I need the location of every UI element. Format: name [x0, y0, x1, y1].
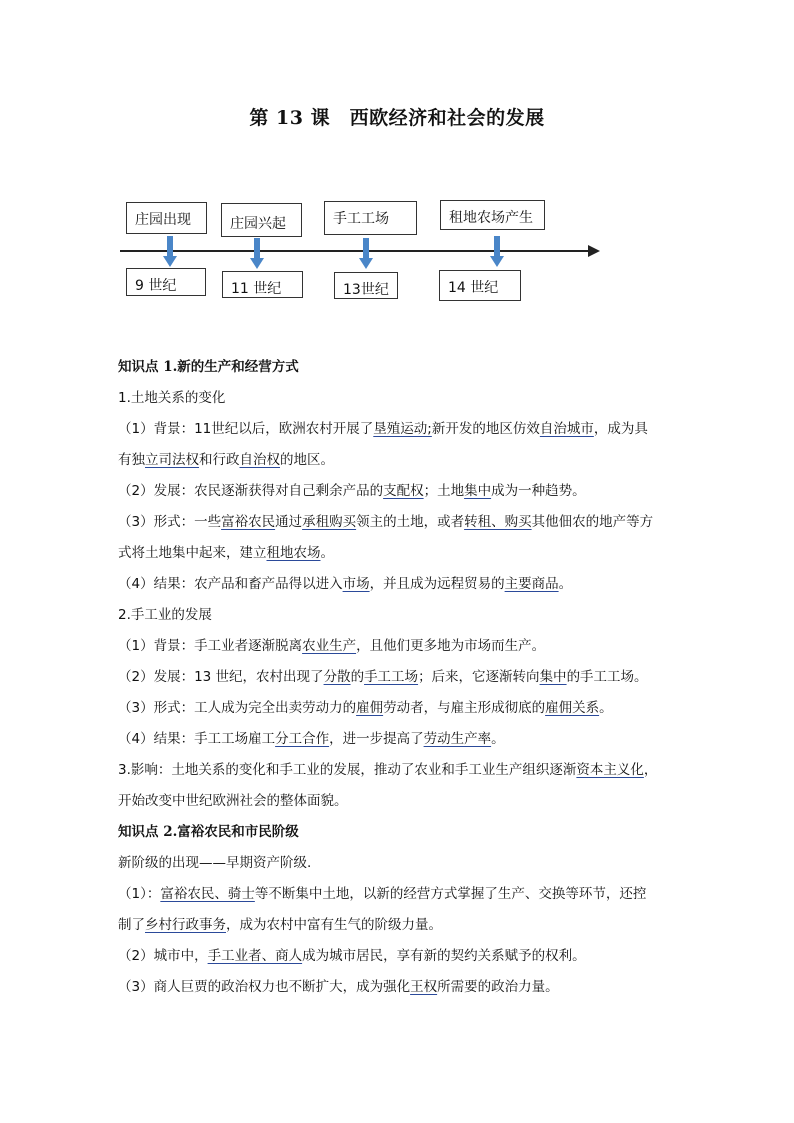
- paragraph: 新阶级的出现——早期资产阶级.: [118, 855, 312, 871]
- text: 的手工工场。: [566, 669, 648, 685]
- text: ，且他们更多地为市场而生产。: [356, 638, 546, 654]
- timeline-arrowhead: [588, 245, 600, 257]
- key-term: 手工业者、商人: [207, 948, 303, 964]
- paragraph: 开始改变中世纪欧洲社会的整体面貌。: [118, 793, 348, 809]
- text: 。: [558, 576, 573, 592]
- timeline-date-13th: 13世纪: [334, 272, 398, 299]
- key-term: 转租、购买: [464, 514, 532, 530]
- text: （4）结果：农产品和畜产品得以进入: [118, 576, 343, 592]
- down-arrow-icon: [163, 236, 177, 268]
- text: 。: [491, 731, 505, 747]
- down-arrow-icon: [490, 236, 504, 268]
- paragraph: [118, 507, 678, 538]
- paragraph: [118, 414, 678, 445]
- key-term: 自治城市: [539, 421, 594, 437]
- text: 等不断集中土地，以新的经营方式掌握了生产、交换等环节，还控: [254, 886, 647, 902]
- text: （1）背景：手工业者逐渐脱离: [118, 638, 303, 654]
- key-term: 农业生产: [302, 638, 357, 654]
- down-arrow-icon: [250, 238, 264, 270]
- key-term: 集中: [539, 669, 567, 685]
- key-term: 乡村行政事务: [145, 917, 226, 933]
- key-term: 手工工场: [364, 669, 419, 685]
- text: ，成为农村中富有生气的阶级力量。: [226, 917, 442, 933]
- text: 3.影响：土地关系的变化和手工业的发展，推动了农业和手工业生产组织逐渐: [118, 762, 577, 778]
- text: 。: [320, 545, 334, 561]
- text: 。: [599, 700, 613, 716]
- text: （3）形式：一些: [118, 514, 222, 530]
- key-term: 承租购买: [302, 514, 357, 530]
- key-term: 租地农场: [266, 545, 321, 561]
- text: 制了: [118, 917, 145, 933]
- key-term: 王权: [410, 979, 438, 995]
- paragraph: [118, 662, 678, 693]
- key-term: 市场: [342, 576, 370, 592]
- down-arrow-icon: [359, 238, 373, 270]
- text: 有独: [118, 452, 145, 468]
- timeline-event-workshop: 手工工场: [324, 201, 417, 235]
- key-term: 分工合作: [275, 731, 330, 747]
- text: ，: [643, 762, 658, 778]
- text: 领主的土地，或者: [356, 514, 465, 530]
- key-term: 富裕农民、骑士: [160, 886, 255, 902]
- key-term: 支配权: [383, 483, 424, 499]
- text: （1）背景：11世纪以后，欧洲农村开展了: [118, 421, 374, 437]
- text: ，并且成为远程贸易的: [369, 576, 505, 592]
- key-term: 富裕农民: [221, 514, 276, 530]
- page-title: 第 13 课 西欧经济和社会的发展: [249, 107, 545, 129]
- text: 的: [350, 669, 365, 685]
- paragraph: [118, 631, 678, 662]
- paragraph: [118, 476, 678, 507]
- paragraph: [118, 569, 678, 600]
- key-term: 劳动生产率: [423, 731, 492, 747]
- timeline: [0, 0, 794, 330]
- text: 和行政: [199, 452, 240, 468]
- text: ；土地: [423, 483, 465, 499]
- text: 式将土地集中起来，建立: [118, 545, 267, 561]
- text: 其他佃农的地产等方: [531, 514, 654, 530]
- text: ，进一步提高了: [329, 731, 424, 747]
- text: 成为一种趋势。: [491, 483, 586, 499]
- timeline-date-11th: 11 世纪: [222, 271, 303, 298]
- paragraph: [118, 910, 678, 941]
- text: 劳动者，与雇主形成彻底的: [383, 700, 546, 716]
- text: （1）：: [118, 886, 161, 902]
- text: （3）形式：工人成为完全出卖劳动力的: [118, 700, 357, 716]
- key-term: 集中: [464, 483, 492, 499]
- timeline-date-9th: 9 世纪: [126, 268, 206, 296]
- paragraph: [118, 538, 678, 569]
- text: （2）城市中，: [118, 948, 208, 964]
- subsection-title: 1.土地关系的变化: [118, 390, 226, 406]
- key-term: 立司法权: [145, 452, 199, 468]
- key-term: 雇佣: [356, 700, 384, 716]
- text: 所需要的政治力量。: [437, 979, 559, 995]
- paragraph: [118, 755, 678, 786]
- section-heading: 知识点 1.新的生产和经营方式: [118, 359, 299, 375]
- text: （2）发展：13 世纪，农村出现了: [118, 669, 324, 685]
- key-term: 垦殖运动;: [373, 421, 432, 437]
- text: 成为城市居民，享有新的契约关系赋予的权利。: [302, 948, 586, 964]
- key-term: 主要商品: [504, 576, 559, 592]
- text: （3）商人巨贾的政治权力也不断扩大，成为强化: [118, 979, 411, 995]
- paragraph: [118, 693, 678, 724]
- text: 通过: [275, 514, 303, 530]
- subsection-title: 2.手工业的发展: [118, 607, 212, 623]
- text: ；后来，它逐渐转向: [418, 669, 540, 685]
- timeline-event-manor-rises: 庄园兴起: [221, 203, 302, 237]
- timeline-event-manor-appears: 庄园出现: [126, 202, 207, 234]
- paragraph: [118, 941, 678, 972]
- paragraph: [118, 879, 678, 910]
- text: 的地区。: [280, 452, 334, 468]
- section-heading: 知识点 2.富裕农民和市民阶级: [118, 824, 299, 840]
- key-term: 自治权: [239, 452, 280, 468]
- text: （2）发展：农民逐渐获得对自己剩余产品的: [118, 483, 384, 499]
- text: ，成为具: [593, 421, 648, 437]
- notes-body: [118, 352, 678, 1003]
- text: （4）结果：手工工场雇工: [118, 731, 276, 747]
- timeline-date-14th: 14 世纪: [439, 270, 521, 301]
- key-term: 雇佣关系: [545, 700, 600, 716]
- paragraph: [118, 445, 678, 476]
- paragraph: [118, 972, 678, 1003]
- timeline-axis: [120, 250, 590, 252]
- key-term: 资本主义化: [576, 762, 644, 778]
- key-term: 分散: [323, 669, 351, 685]
- paragraph: [118, 724, 678, 755]
- text: 新开发的地区仿效: [431, 421, 540, 437]
- timeline-event-leased-farm: 租地农场产生: [440, 200, 545, 230]
